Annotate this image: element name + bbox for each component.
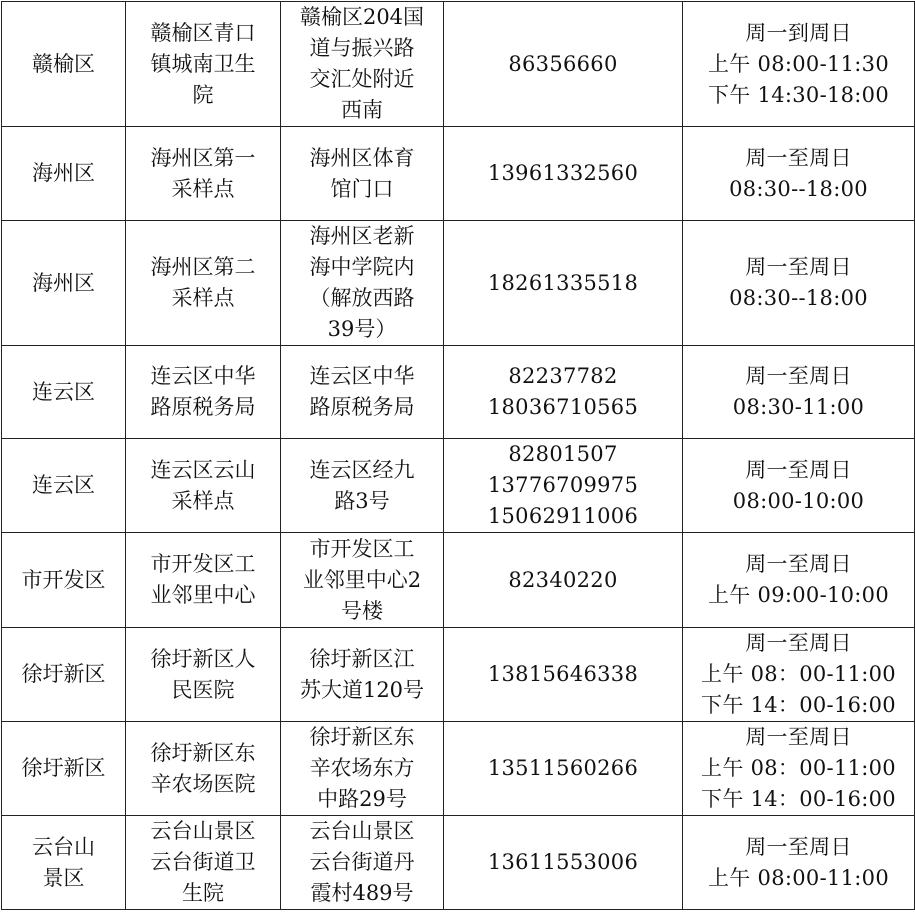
phone-cell [444, 221, 683, 346]
site-name-cell [126, 628, 281, 722]
hours-cell [683, 346, 915, 439]
site-text-line: 采样点 [171, 176, 235, 201]
site-text-line: 采样点 [171, 488, 235, 513]
district-cell [2, 722, 126, 816]
hours-text-line: 周一至周日 [745, 457, 852, 482]
hours-cell [683, 722, 915, 816]
hours-cell [683, 816, 915, 910]
phone-cell [444, 533, 683, 628]
address-text-line: 海州区老新 [309, 224, 415, 248]
district-text-line: 市开发区 [21, 567, 106, 592]
address-text-line: 辛农场东方 [309, 756, 415, 780]
district-text-line: 连云区 [32, 473, 95, 497]
table-row [2, 127, 915, 221]
site-text-line: 业邻里中心 [150, 583, 256, 607]
address-cell [281, 2, 444, 127]
hours-text-line: 08:30--18:00 [729, 286, 868, 310]
hours-text-line: 周一至周日 [745, 631, 852, 655]
address-text-line: 赣榆区204国 [299, 5, 425, 29]
site-text-line: 连云区中华 [150, 364, 256, 388]
site-text-line: 镇城南卫生 [150, 51, 256, 76]
site-name-cell [126, 221, 281, 346]
hours-text-line: 周一至周日 [745, 255, 852, 279]
address-text-line: 连云区经九 [309, 457, 415, 482]
site-text-line: 院 [192, 82, 214, 107]
district-cell [2, 2, 126, 127]
hours-cell [683, 628, 915, 722]
hours-text-line: 上午 08：00-11:00 [701, 756, 896, 780]
phone-cell [444, 628, 683, 722]
hours-text-line: 08:30--18:00 [729, 176, 868, 201]
table-row [2, 221, 915, 346]
site-text-line: 路原税务局 [150, 395, 256, 419]
phone-text-line: 13511560266 [487, 756, 639, 780]
address-text-line: 39号） [327, 317, 397, 341]
hours-text-line: 上午 08:00-11:30 [707, 51, 889, 76]
address-cell [281, 722, 444, 816]
phone-cell [444, 816, 683, 910]
district-text-line: 连云区 [32, 379, 95, 404]
address-text-line: 连云区中华 [309, 364, 415, 388]
district-cell [2, 628, 126, 722]
district-text-line: 徐圩新区 [21, 662, 106, 686]
phone-text-line: 18261335518 [487, 270, 639, 295]
district-cell [2, 127, 126, 221]
phone-cell [444, 439, 683, 533]
site-text-line: 连云区云山 [150, 457, 256, 482]
hours-text-line: 08:00-10:00 [732, 488, 865, 513]
address-text-line: 西南 [341, 98, 383, 122]
address-cell [281, 816, 444, 910]
address-text-line: 海中学院内 [309, 255, 415, 279]
site-text-line: 徐圩新区东 [150, 740, 256, 765]
site-text-line: 生院 [182, 881, 224, 905]
site-text-line: 云台山景区 [150, 819, 256, 843]
phone-cell [444, 346, 683, 439]
district-cell [2, 533, 126, 628]
hours-text-line: 周一至周日 [745, 725, 852, 749]
address-text-line: 中路29号 [317, 787, 407, 811]
address-text-line: 道与振兴路 [309, 36, 415, 60]
district-cell [2, 221, 126, 346]
address-text-line: 霞村489号 [310, 881, 414, 905]
hours-cell [683, 439, 915, 533]
phone-text-line: 18036710565 [487, 395, 639, 419]
hours-text-line: 周一至周日 [745, 364, 852, 388]
address-text-line: 号楼 [341, 598, 383, 623]
site-text-line: 云台街道卫 [150, 850, 256, 874]
site-name-cell [126, 816, 281, 910]
site-text-line: 民医院 [171, 677, 235, 702]
table-row [2, 722, 915, 816]
phone-cell [444, 127, 683, 221]
address-cell [281, 127, 444, 221]
phone-text-line: 82237782 [508, 364, 618, 388]
site-text-line: 采样点 [171, 286, 235, 310]
phone-text-line: 13815646338 [487, 662, 639, 686]
address-cell [281, 346, 444, 439]
hours-text-line: 周一至周日 [745, 145, 852, 170]
table-row [2, 439, 915, 533]
site-name-cell [126, 533, 281, 628]
site-name-cell [126, 722, 281, 816]
phone-text-line: 13776709975 [487, 473, 639, 497]
phone-cell [444, 722, 683, 816]
district-text-line: 云台山 [32, 834, 95, 859]
address-text-line: 云台山景区 [309, 819, 415, 843]
address-text-line: 云台街道丹 [309, 850, 415, 874]
district-text-line: 徐圩新区 [21, 756, 106, 780]
district-text-line: 赣榆区 [32, 51, 95, 76]
address-text-line: 徐圩新区东 [309, 725, 415, 749]
hours-text-line: 周一至周日 [745, 552, 852, 576]
address-text-line: 路原税务局 [309, 395, 415, 419]
phone-text-line: 82340220 [508, 567, 618, 592]
table-row [2, 533, 915, 628]
address-cell [281, 221, 444, 346]
site-text-line: 徐圩新区人 [150, 646, 256, 671]
phone-cell [444, 2, 683, 127]
site-text-line: 海州区第一 [150, 145, 256, 170]
hours-cell [683, 221, 915, 346]
hours-text-line: 上午 09:00-10:00 [707, 583, 889, 607]
address-text-line: 海州区体育 [309, 145, 415, 170]
site-name-cell [126, 346, 281, 439]
district-cell [2, 439, 126, 533]
table-row [2, 816, 915, 910]
hours-cell [683, 127, 915, 221]
hours-cell [683, 2, 915, 127]
address-cell [281, 533, 444, 628]
address-text-line: 市开发区工 [309, 536, 415, 561]
table-body [2, 2, 915, 910]
address-text-line: 徐圩新区江 [309, 646, 415, 671]
testing-sites-table [1, 1, 915, 910]
site-name-cell [126, 439, 281, 533]
hours-cell [683, 533, 915, 628]
hours-text-line: 上午 08:00-11:00 [707, 865, 889, 890]
address-cell [281, 628, 444, 722]
hours-text-line: 下午 14：00-16:00 [701, 693, 896, 717]
address-text-line: （解放西路 [309, 286, 415, 310]
district-text-line: 景区 [42, 865, 85, 890]
hours-text-line: 下午 14:30-18:00 [707, 82, 889, 107]
phone-text-line: 13961332560 [487, 161, 639, 185]
address-text-line: 交汇处附近 [309, 67, 415, 91]
site-text-line: 辛农场医院 [150, 771, 256, 796]
table-row [2, 628, 915, 722]
table-row [2, 2, 915, 127]
phone-text-line: 82801507 [508, 442, 618, 466]
hours-text-line: 下午 14：00-16:00 [701, 787, 896, 811]
table-row [2, 346, 915, 439]
district-cell [2, 346, 126, 439]
district-cell [2, 816, 126, 910]
address-text-line: 路3号 [334, 488, 390, 513]
site-text-line: 赣榆区青口 [150, 20, 256, 45]
site-name-cell [126, 127, 281, 221]
address-text-line: 苏大道120号 [299, 677, 425, 702]
phone-text-line: 86356660 [508, 51, 618, 76]
site-name-cell [126, 2, 281, 127]
phone-text-line: 15062911006 [487, 504, 639, 528]
hours-text-line: 08:30-11:00 [732, 395, 865, 419]
address-cell [281, 439, 444, 533]
phone-text-line: 13611553006 [487, 850, 639, 874]
address-text-line: 馆门口 [330, 176, 394, 201]
hours-text-line: 上午 08：00-11:00 [701, 662, 896, 686]
site-text-line: 海州区第二 [150, 255, 256, 279]
address-text-line: 业邻里中心2 [302, 567, 422, 592]
district-text-line: 海州区 [32, 270, 95, 295]
site-text-line: 市开发区工 [150, 552, 256, 576]
hours-text-line: 周一至周日 [745, 834, 852, 859]
hours-text-line: 周一到周日 [745, 20, 852, 45]
district-text-line: 海州区 [32, 161, 95, 185]
